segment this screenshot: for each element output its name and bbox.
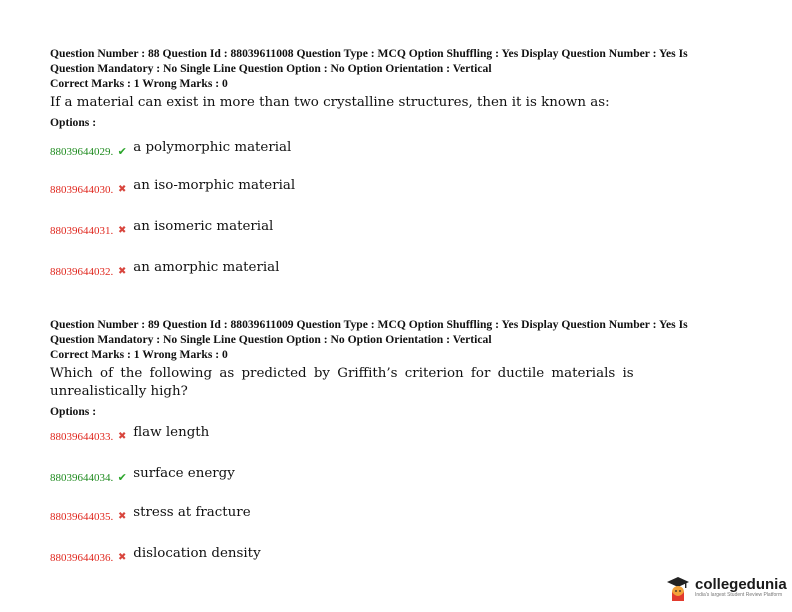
option-text: dislocation density: [133, 546, 261, 561]
option-id: 88039644035.: [50, 511, 114, 523]
option-text: an amorphic material: [133, 260, 280, 275]
check-icon: ✔: [117, 145, 127, 158]
option-row: [50, 505, 251, 523]
question-stem: If a material can exist in more than two crystalline structures, then it is known as:: [50, 95, 610, 110]
option-id: 88039644029.: [50, 146, 114, 158]
option-id: 88039644031.: [50, 225, 114, 237]
option-text: an iso-morphic material: [133, 178, 296, 193]
question-meta-line-2: Question Mandatory : No Single Line Question Option : No Option Orientation : Vertical: [50, 62, 492, 75]
option-text: a polymorphic material: [133, 140, 292, 155]
question-meta-line-2: Question Mandatory : No Single Line Question Option : No Option Orientation : Vertical: [50, 333, 492, 346]
option-row: [50, 425, 209, 443]
option-id: 88039644033.: [50, 431, 114, 443]
question-marks: Correct Marks : 1 Wrong Marks : 0: [50, 77, 228, 90]
option-row: [50, 546, 261, 564]
option-id: 88039644036.: [50, 552, 114, 564]
graduate-cap-icon: [665, 574, 691, 602]
option-id: 88039644030.: [50, 184, 114, 196]
question-meta-line-1: Question Number : 89 Question Id : 88039611009 Question Type : MCQ Option Shuffling : Yes Display Question Number : Yes Is: [50, 318, 688, 331]
option-row: [50, 178, 295, 196]
option-id: 88039644034.: [50, 472, 114, 484]
logo-tagline: India's largest Student Review Platform: [695, 592, 783, 598]
cross-icon: ✖: [118, 511, 127, 522]
option-id: 88039644032.: [50, 266, 114, 278]
question-stem-line-2: unrealistically high?: [50, 384, 188, 399]
option-row: [50, 260, 279, 278]
check-icon: ✔: [117, 471, 127, 484]
options-label: Options :: [50, 116, 97, 129]
options-label: Options :: [50, 405, 97, 418]
cross-icon: ✖: [118, 225, 127, 236]
question-marks: Correct Marks : 1 Wrong Marks : 0: [50, 348, 228, 361]
option-text: surface energy: [133, 466, 235, 481]
collegedunia-logo: [665, 574, 787, 602]
option-row: [50, 219, 273, 237]
cross-icon: ✖: [118, 266, 127, 277]
question-stem-line-1: Which of the following as predicted by Griffith’s criterion for ductile materials is: [50, 366, 634, 381]
question-89: [50, 317, 750, 564]
option-row: [50, 140, 291, 158]
question-meta-line-1: Question Number : 88 Question Id : 88039611008 Question Type : MCQ Option Shuffling : Yes Display Question Number : Yes Is: [50, 47, 688, 60]
cross-icon: ✖: [118, 431, 127, 442]
question-88: [50, 46, 750, 278]
cross-icon: ✖: [118, 184, 127, 195]
logo-name: collegedunia: [695, 576, 787, 593]
option-text: stress at fracture: [133, 505, 251, 520]
option-text: an isomeric material: [133, 219, 274, 234]
option-row: [50, 466, 235, 484]
option-text: flaw length: [133, 425, 210, 440]
cross-icon: ✖: [118, 552, 127, 563]
